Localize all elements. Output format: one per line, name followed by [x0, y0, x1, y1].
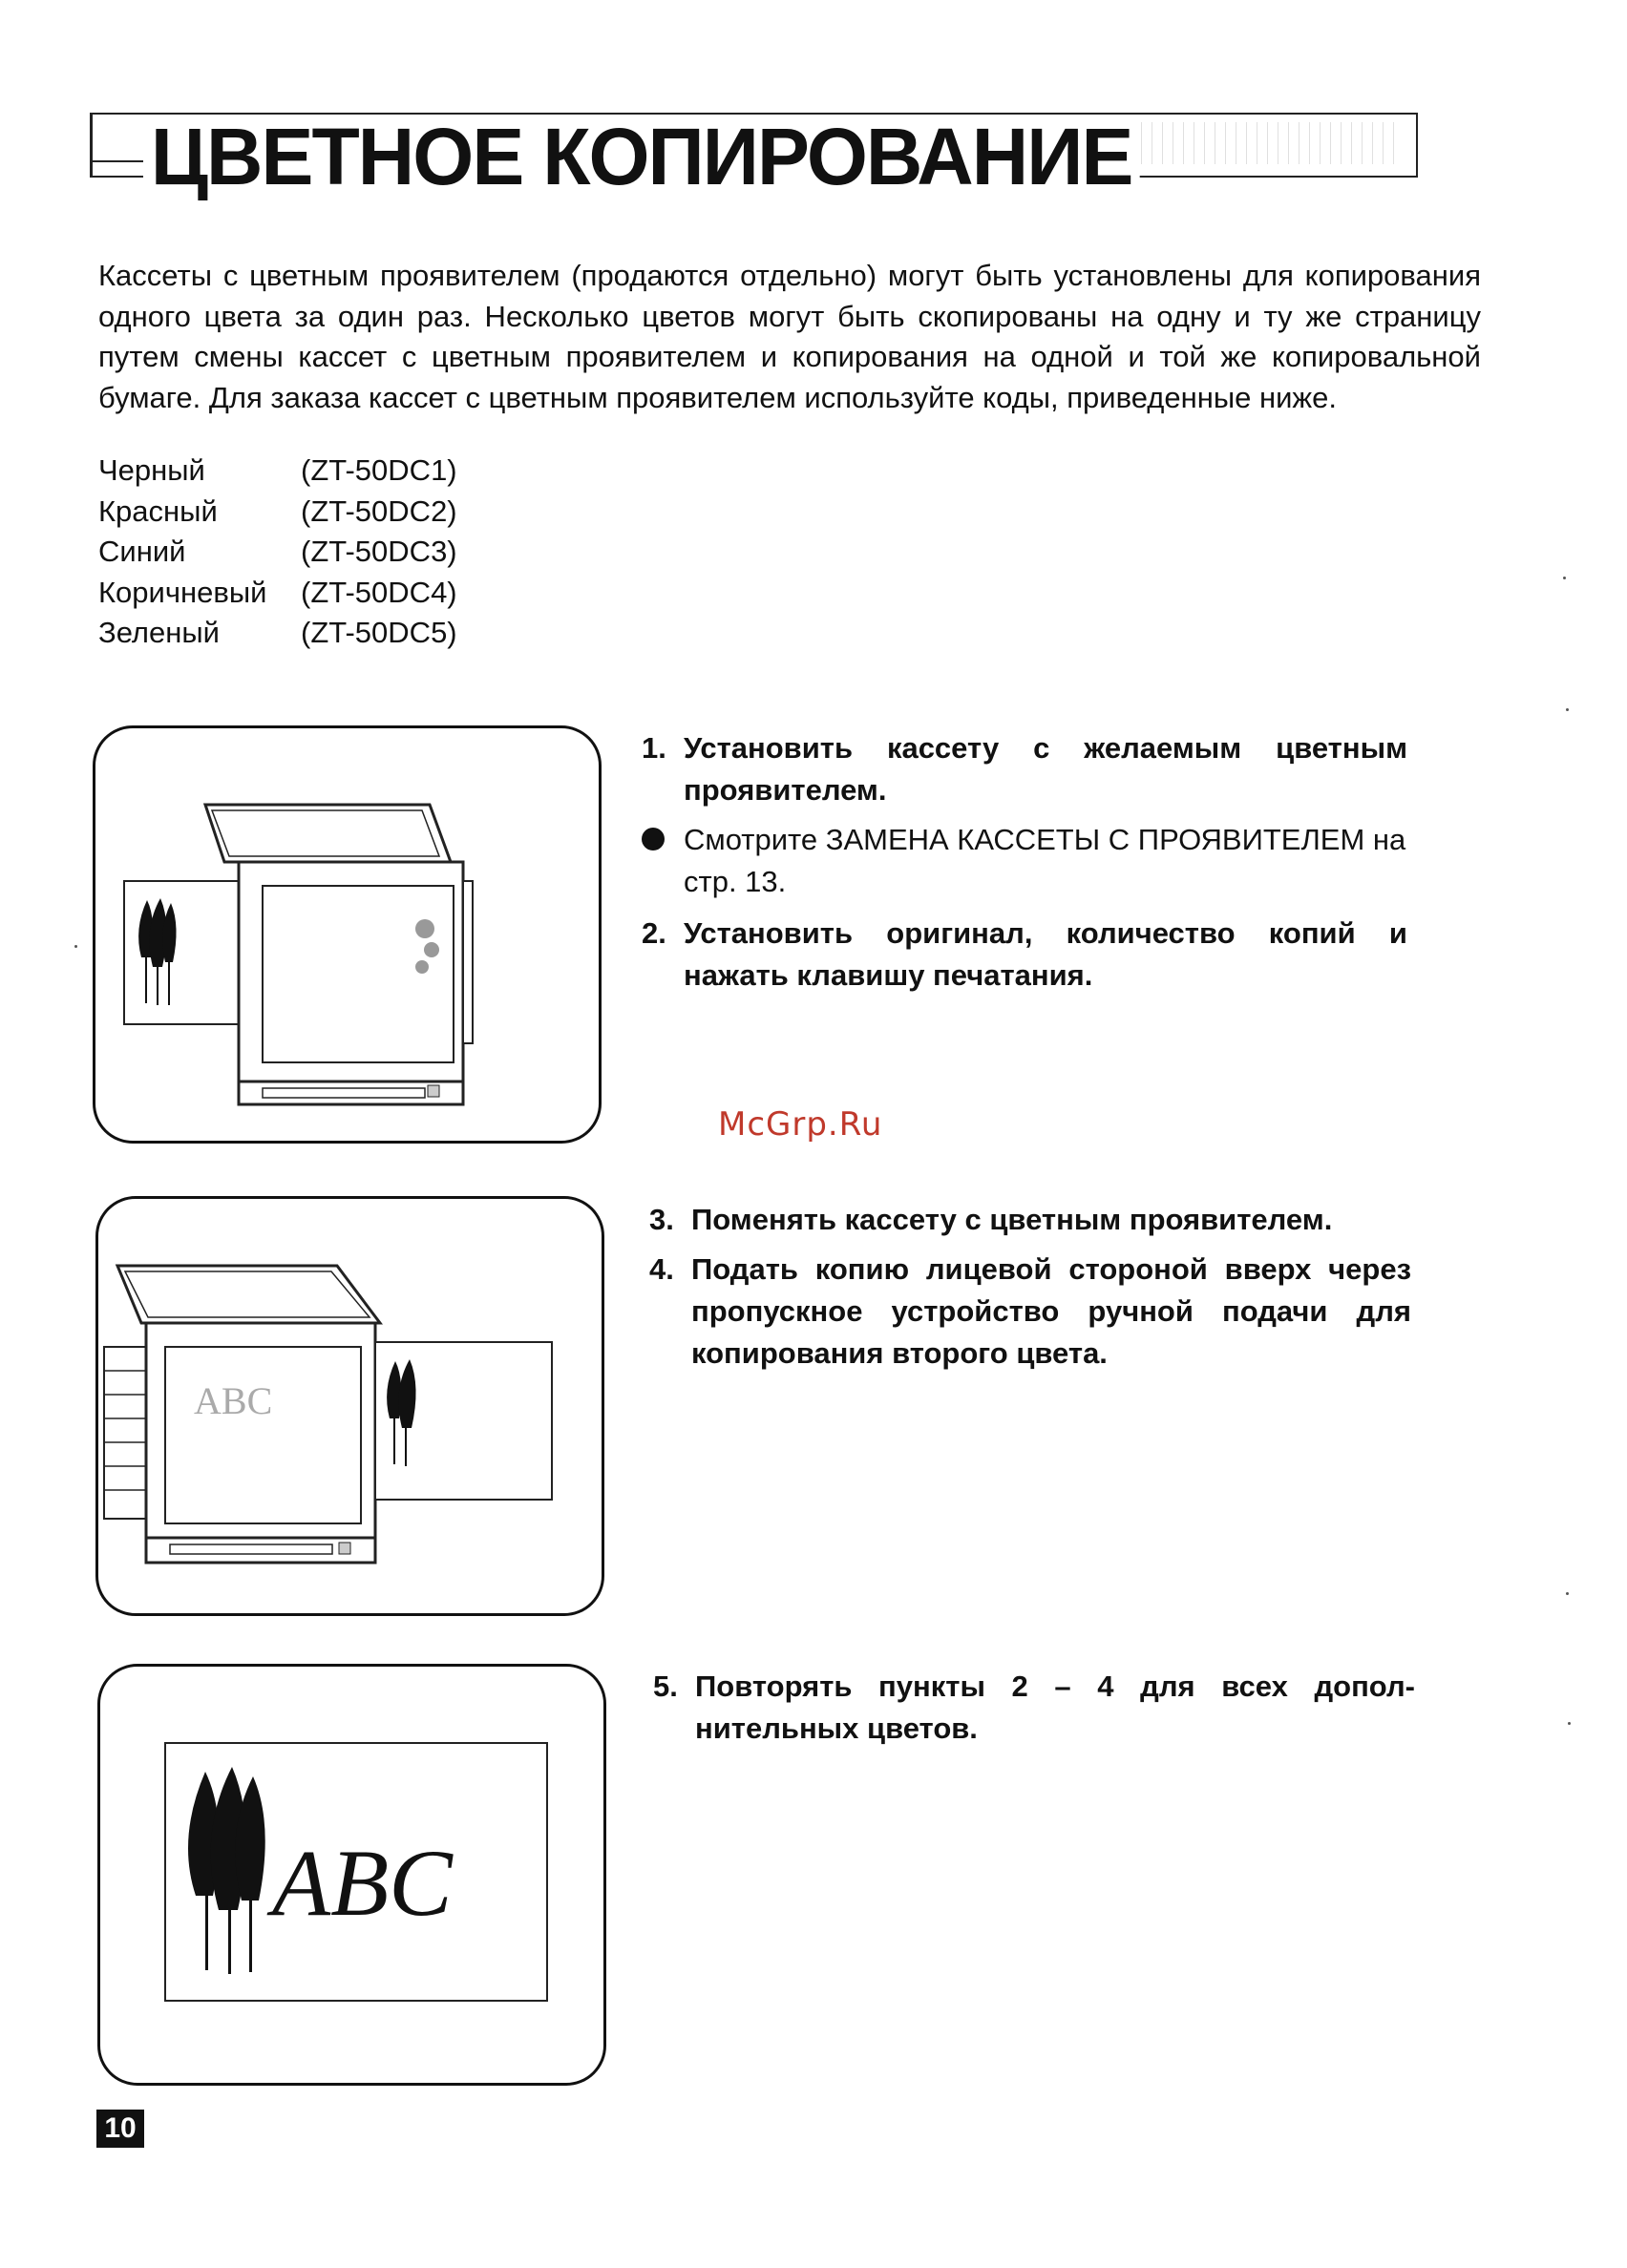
step-text: Установить кассету с желаемым цветным проявителем. [684, 731, 1407, 807]
faded-print-text: ABC [194, 1379, 273, 1422]
step-text: Повторять пункты 2 – 4 для всех дополнительных цветов. [695, 1670, 1415, 1745]
scan-speck [74, 945, 77, 948]
page-number: 10 [96, 2110, 144, 2148]
scan-speck [1568, 1722, 1571, 1725]
copy-sheet [165, 1347, 361, 1523]
code-row-blue [98, 532, 457, 573]
page-title: ЦВЕТНОЕ КОПИРОВАНИЕ [143, 116, 1139, 197]
copier-illustration-2 [98, 1199, 602, 1613]
watermark-link[interactable]: McGrp.Ru [718, 1105, 883, 1144]
code-row-black [98, 451, 457, 492]
copier-illustration-1 [95, 728, 599, 1141]
step-1 [642, 727, 1407, 811]
cassette-code-list [98, 451, 457, 654]
title-texture [1136, 122, 1394, 164]
color-code: (ZT-50DC3) [301, 535, 457, 568]
step-text: Поменять кассету с цветным проявителем. [691, 1203, 1333, 1236]
figure-copier-original [93, 725, 602, 1144]
step-4 [649, 1249, 1411, 1375]
copy-sheet [263, 886, 454, 1062]
step-number: 3. [649, 1203, 674, 1236]
figure-copier-manual-feed [95, 1196, 604, 1616]
step-number: 1. [642, 731, 666, 765]
final-print-illustration [100, 1667, 603, 2083]
paper-tray [170, 1544, 332, 1554]
steps-group-2 [649, 1199, 1411, 1382]
copier-lid [117, 1266, 380, 1323]
intro-paragraph: Кассеты с цветным проявителем (продаются отдельно) могут быть установлены для копирования одного цвета за один раз. Несколько цветов могут быть скопированы на одну и ту же страницу путем смены кассет с цветным проявителем и копирования на одной и той же копировальной бумаге. Для заказа кассет с цветным проявителем используйте коды, приведенные ниже. [98, 259, 1481, 414]
color-code: (ZT-50DC2) [301, 494, 457, 528]
step-number: 5. [653, 1670, 678, 1703]
color-name: Зеленый [98, 616, 220, 649]
color-code: (ZT-50DC1) [301, 453, 457, 487]
code-row-green [98, 613, 457, 654]
step-text: Подать копию лицевой стороной вверх через пропускное устройство ручной подачи для копирования второго цвета. [691, 1252, 1411, 1370]
step-number: 2. [642, 916, 666, 950]
color-name: Коричневый [98, 575, 267, 609]
step-2 [642, 913, 1407, 997]
figure-final-print [97, 1664, 606, 2086]
print-text: ABC [272, 1830, 453, 1936]
scan-speck [1563, 577, 1566, 579]
bullet-icon [642, 819, 684, 903]
step-3 [649, 1199, 1411, 1241]
color-code: (ZT-50DC4) [301, 575, 457, 609]
step-text: Установить оригинал, количество копий и нажать клавишу печатания. [684, 916, 1407, 992]
step-1-note [642, 819, 1407, 903]
scan-speck [1566, 1592, 1569, 1595]
scan-speck [1566, 708, 1569, 711]
note-text: Смотрите ЗАМЕНА КАССЕТЫ С ПРОЯВИТЕЛЕМ на стр. 13. [684, 823, 1406, 898]
color-name: Черный [98, 453, 205, 487]
color-name: Синий [98, 535, 186, 568]
steps-group-3 [653, 1666, 1415, 1757]
step-number: 4. [649, 1252, 674, 1286]
color-name: Красный [98, 494, 218, 528]
steps-group-1 [642, 727, 1407, 1004]
copier-lid [205, 805, 451, 862]
color-code: (ZT-50DC5) [301, 616, 457, 649]
code-row-red [98, 492, 457, 533]
paper-tray [263, 1088, 425, 1098]
code-row-brown [98, 573, 457, 614]
step-5 [653, 1666, 1415, 1750]
